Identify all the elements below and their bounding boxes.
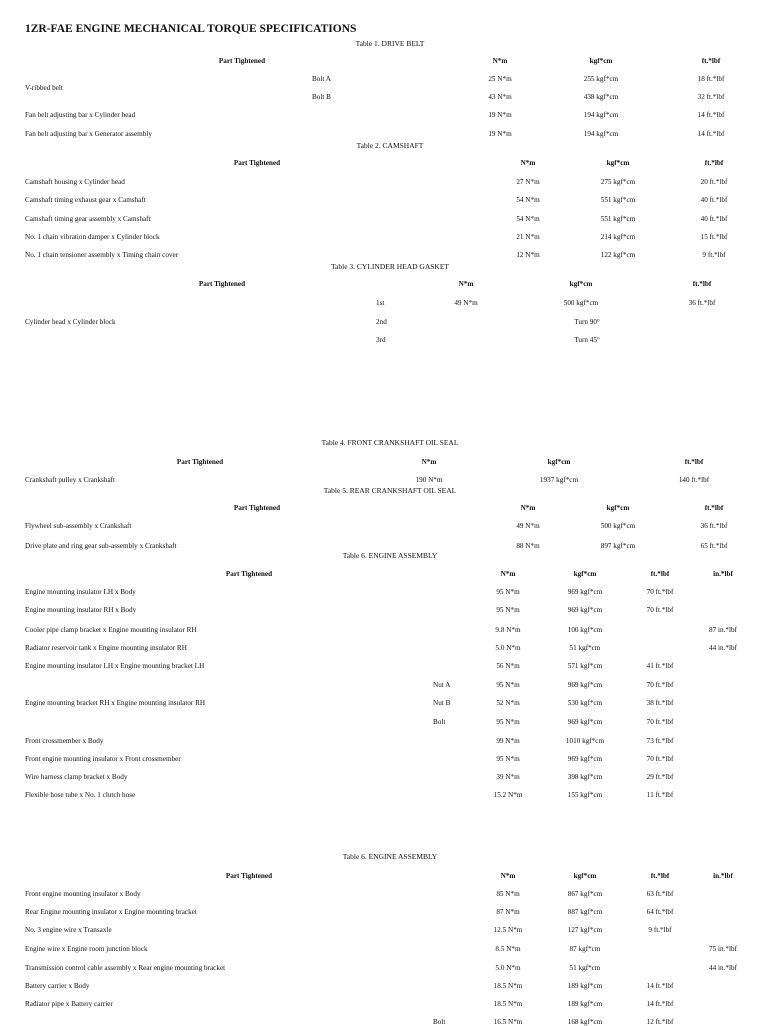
column-header: ft.*lbf bbox=[650, 872, 670, 880]
nm-cell: 49 N*m bbox=[516, 522, 540, 530]
part-cell: Transmission control cable assembly x Rear engine mounting bracket bbox=[25, 964, 226, 972]
sub-cell: Bolt A bbox=[312, 75, 331, 83]
inlbf-cell: 75 in.*lbf bbox=[709, 945, 737, 953]
ftlbf-cell: 70 ft.*lbf bbox=[646, 606, 674, 614]
kgf-cell: 1937 kgf*cm bbox=[539, 476, 579, 484]
column-header: ft.*lbf bbox=[704, 159, 724, 167]
ftlbf-cell: 14 ft.*lbf bbox=[646, 982, 674, 990]
column-header: N*m bbox=[492, 57, 508, 65]
table-caption: Table 6. ENGINE ASSEMBLY bbox=[342, 852, 438, 861]
ftlbf-cell: 140 ft.*lbf bbox=[678, 476, 710, 484]
kgf-cell: 500 kgf*cm bbox=[563, 299, 599, 307]
turn-cell: Turn 45° bbox=[574, 336, 600, 344]
part-cell: No. 1 chain vibration damper x Cylinder block bbox=[25, 233, 160, 241]
part-cell: Camshaft timing exhaust gear x Camshaft bbox=[25, 196, 146, 204]
column-header: N*m bbox=[421, 458, 437, 466]
part-cell: Cooler pipe clamp bracket x Engine mounting insulator RH bbox=[25, 626, 197, 634]
nm-cell: 190 N*m bbox=[415, 476, 443, 484]
table-caption: Table 2. CAMSHAFT bbox=[356, 141, 424, 150]
ftlbf-cell: 14 ft.*lbf bbox=[697, 111, 725, 119]
column-header: ft.*lbf bbox=[650, 570, 670, 578]
kgf-cell: 168 kgf*cm bbox=[567, 1018, 603, 1026]
part-cell: Wire harness clamp bracket x Body bbox=[25, 773, 128, 781]
kgf-cell: 969 kgf*cm bbox=[567, 588, 603, 596]
nm-cell: 5.0 N*m bbox=[495, 964, 521, 972]
part-cell: No. 3 engine wire x Transaxle bbox=[25, 926, 112, 934]
column-header: Part Tightened bbox=[225, 872, 273, 880]
sub-cell: Bolt bbox=[433, 718, 446, 726]
part-cell: V-ribbed belt bbox=[25, 84, 63, 92]
part-cell: Engine mounting insulator LH x Engine mounting bracket LH bbox=[25, 662, 205, 670]
ftlbf-cell: 11 ft.*lbf bbox=[646, 791, 674, 799]
part-cell: Flywheel sub-assembly x Crankshaft bbox=[25, 522, 132, 530]
nm-cell: 54 N*m bbox=[516, 196, 540, 204]
nm-cell: 95 N*m bbox=[496, 588, 520, 596]
ftlbf-cell: 14 ft.*lbf bbox=[646, 1000, 674, 1008]
part-cell: Cylinder head x Cylinder block bbox=[25, 318, 116, 326]
part-cell: No. 1 chain tensioner assembly x Timing chain cover bbox=[25, 251, 179, 259]
inlbf-cell: 87 in.*lbf bbox=[709, 626, 737, 634]
table-caption: Table 5. REAR CRANKSHAFT OIL SEAL bbox=[323, 486, 457, 495]
ftlbf-cell: 70 ft.*lbf bbox=[646, 588, 674, 596]
ftlbf-cell: 73 ft.*lbf bbox=[646, 737, 674, 745]
table-caption: Table 6. ENGINE ASSEMBLY bbox=[342, 551, 438, 560]
kgf-cell: 87 kgf*cm bbox=[569, 945, 601, 953]
nm-cell: 49 N*m bbox=[454, 299, 478, 307]
nm-cell: 19 N*m bbox=[488, 111, 512, 119]
ftlbf-cell: 40 ft.*lbf bbox=[700, 196, 728, 204]
column-header: kgf*cm bbox=[573, 570, 597, 578]
inlbf-cell: 44 in.*lbf bbox=[709, 964, 737, 972]
ftlbf-cell: 20 ft.*lbf bbox=[700, 178, 728, 186]
ftlbf-cell: 70 ft.*lbf bbox=[646, 755, 674, 763]
ftlbf-cell: 32 ft.*lbf bbox=[697, 93, 725, 101]
part-cell: Radiator reservoir tank x Engine mounting insulator RH bbox=[25, 644, 187, 652]
kgf-cell: 969 kgf*cm bbox=[567, 718, 603, 726]
kgf-cell: 51 kgf*cm bbox=[569, 964, 601, 972]
kgf-cell: 1010 kgf*cm bbox=[565, 737, 605, 745]
part-cell: Battery carrier x Body bbox=[25, 982, 90, 990]
column-header: ft.*lbf bbox=[684, 458, 704, 466]
table-caption: Table 4. FRONT CRANKSHAFT OIL SEAL bbox=[321, 438, 459, 447]
nm-cell: 19 N*m bbox=[488, 130, 512, 138]
column-header: in.*lbf bbox=[713, 872, 733, 880]
kgf-cell: 255 kgf*cm bbox=[583, 75, 619, 83]
column-header: kgf*cm bbox=[569, 280, 593, 288]
kgf-cell: 194 kgf*cm bbox=[583, 111, 619, 119]
nm-cell: 52 N*m bbox=[496, 699, 520, 707]
column-header: in.*lbf bbox=[713, 570, 733, 578]
ftlbf-cell: 29 ft.*lbf bbox=[646, 773, 674, 781]
part-cell: Engine mounting bracket RH x Engine mounting insulator RH bbox=[25, 699, 206, 707]
part-cell: Drive plate and ring gear sub-assembly x Crankshaft bbox=[25, 542, 177, 550]
column-header: N*m bbox=[520, 159, 536, 167]
part-cell: Front crossmember x Body bbox=[25, 737, 104, 745]
nm-cell: 85 N*m bbox=[496, 890, 520, 898]
kgf-cell: 189 kgf*cm bbox=[567, 982, 603, 990]
document-title: 1ZR-FAE ENGINE MECHANICAL TORQUE SPECIFICATIONS bbox=[25, 23, 357, 35]
nm-cell: 15.2 N*m bbox=[493, 791, 523, 799]
part-cell: Camshaft housing x Cylinder head bbox=[25, 178, 125, 186]
kgf-cell: 500 kgf*cm bbox=[600, 522, 636, 530]
table-caption: Table 1. DRIVE BELT bbox=[355, 39, 425, 48]
nm-cell: 95 N*m bbox=[496, 606, 520, 614]
ftlbf-cell: 38 ft.*lbf bbox=[646, 699, 674, 707]
ftlbf-cell: 41 ft.*lbf bbox=[646, 662, 674, 670]
nm-cell: 25 N*m bbox=[488, 75, 512, 83]
part-cell: Engine mounting insulator RH x Body bbox=[25, 606, 137, 614]
nm-cell: 54 N*m bbox=[516, 215, 540, 223]
nm-cell: 8.5 N*m bbox=[495, 945, 521, 953]
column-header: kgf*cm bbox=[606, 504, 630, 512]
column-header: kgf*cm bbox=[589, 57, 613, 65]
turn-cell: Turn 90° bbox=[574, 318, 600, 326]
ftlbf-cell: 40 ft.*lbf bbox=[700, 215, 728, 223]
nm-cell: 56 N*m bbox=[496, 662, 520, 670]
kgf-cell: 551 kgf*cm bbox=[600, 215, 636, 223]
inlbf-cell: 44 in.*lbf bbox=[709, 644, 737, 652]
nm-cell: 12.5 N*m bbox=[493, 926, 523, 934]
sub-cell: Bolt B bbox=[312, 93, 331, 101]
part-cell: Radiator pipe x Battery carrier bbox=[25, 1000, 113, 1008]
column-header: kgf*cm bbox=[547, 458, 571, 466]
part-cell: Fan belt adjusting bar x Cylinder head bbox=[25, 111, 136, 119]
kgf-cell: 194 kgf*cm bbox=[583, 130, 619, 138]
kgf-cell: 214 kgf*cm bbox=[600, 233, 636, 241]
ftlbf-cell: 64 ft.*lbf bbox=[646, 908, 674, 916]
part-cell: Rear Engine mounting insulator x Engine mounting bracket bbox=[25, 908, 197, 916]
column-header: N*m bbox=[500, 570, 516, 578]
column-header: Part Tightened bbox=[198, 280, 246, 288]
part-cell: Flexible hose tube x No. 1 clutch hose bbox=[25, 791, 136, 799]
column-header: N*m bbox=[520, 504, 536, 512]
nm-cell: 18.5 N*m bbox=[493, 982, 523, 990]
part-cell: Engine mounting insulator LH x Body bbox=[25, 588, 136, 596]
step-cell: 3rd bbox=[376, 336, 386, 344]
kgf-cell: 438 kgf*cm bbox=[583, 93, 619, 101]
nm-cell: 95 N*m bbox=[496, 718, 520, 726]
column-header: ft.*lbf bbox=[701, 57, 721, 65]
nm-cell: 18.5 N*m bbox=[493, 1000, 523, 1008]
nm-cell: 43 N*m bbox=[488, 93, 512, 101]
kgf-cell: 51 kgf*cm bbox=[569, 644, 601, 652]
part-cell: Fan belt adjusting bar x Generator assembly bbox=[25, 130, 152, 138]
column-header: kgf*cm bbox=[573, 872, 597, 880]
nm-cell: 39 N*m bbox=[496, 773, 520, 781]
part-cell: Crankshaft pulley x Crankshaft bbox=[25, 476, 116, 484]
ftlbf-cell: 36 ft.*lbf bbox=[700, 522, 728, 530]
nm-cell: 87 N*m bbox=[496, 908, 520, 916]
column-header: ft.*lbf bbox=[692, 280, 712, 288]
column-header: Part Tightened bbox=[218, 57, 266, 65]
step-cell: 2nd bbox=[376, 318, 387, 326]
ftlbf-cell: 65 ft.*lbf bbox=[700, 542, 728, 550]
sub-cell: Nut A bbox=[433, 681, 451, 689]
nm-cell: 95 N*m bbox=[496, 755, 520, 763]
nm-cell: 99 N*m bbox=[496, 737, 520, 745]
nm-cell: 21 N*m bbox=[516, 233, 540, 241]
nm-cell: 5.0 N*m bbox=[495, 644, 521, 652]
ftlbf-cell: 36 ft.*lbf bbox=[688, 299, 716, 307]
part-cell: Front engine mounting insulator x Front crossmember bbox=[25, 755, 181, 763]
kgf-cell: 189 kgf*cm bbox=[567, 1000, 603, 1008]
sub-cell: Nut B bbox=[433, 699, 451, 707]
nm-cell: 27 N*m bbox=[516, 178, 540, 186]
column-header: ft.*lbf bbox=[704, 504, 724, 512]
ftlbf-cell: 12 ft.*lbf bbox=[646, 1018, 674, 1026]
ftlbf-cell: 18 ft.*lbf bbox=[697, 75, 725, 83]
part-cell: Engine wire x Engine room junction block bbox=[25, 945, 148, 953]
step-cell: 1st bbox=[376, 299, 385, 307]
kgf-cell: 530 kgf*cm bbox=[567, 699, 603, 707]
column-header: Part Tightened bbox=[225, 570, 273, 578]
ftlbf-cell: 9 ft.*lbf bbox=[702, 251, 726, 259]
kgf-cell: 969 kgf*cm bbox=[567, 755, 603, 763]
column-header: Part Tightened bbox=[233, 159, 281, 167]
nm-cell: 16.5 N*m bbox=[493, 1018, 523, 1026]
kgf-cell: 887 kgf*cm bbox=[567, 908, 603, 916]
column-header: Part Tightened bbox=[176, 458, 224, 466]
kgf-cell: 969 kgf*cm bbox=[567, 606, 603, 614]
ftlbf-cell: 70 ft.*lbf bbox=[646, 718, 674, 726]
kgf-cell: 571 kgf*cm bbox=[567, 662, 603, 670]
part-cell: Front engine mounting insulator x Body bbox=[25, 890, 141, 898]
kgf-cell: 969 kgf*cm bbox=[567, 681, 603, 689]
kgf-cell: 155 kgf*cm bbox=[567, 791, 603, 799]
ftlbf-cell: 15 ft.*lbf bbox=[700, 233, 728, 241]
ftlbf-cell: 9 ft.*lbf bbox=[648, 926, 672, 934]
nm-cell: 12 N*m bbox=[516, 251, 540, 259]
ftlbf-cell: 14 ft.*lbf bbox=[697, 130, 725, 138]
table-caption: Table 3. CYLINDER HEAD GASKET bbox=[330, 262, 449, 271]
sub-cell: Bolt bbox=[433, 1018, 446, 1026]
kgf-cell: 551 kgf*cm bbox=[600, 196, 636, 204]
kgf-cell: 100 kgf*cm bbox=[567, 626, 603, 634]
kgf-cell: 122 kgf*cm bbox=[600, 251, 636, 259]
column-header: N*m bbox=[500, 872, 516, 880]
part-cell: Camshaft timing gear assembly x Camshaft bbox=[25, 215, 151, 223]
nm-cell: 95 N*m bbox=[496, 681, 520, 689]
column-header: Part Tightened bbox=[233, 504, 281, 512]
kgf-cell: 127 kgf*cm bbox=[567, 926, 603, 934]
kgf-cell: 398 kgf*cm bbox=[567, 773, 603, 781]
nm-cell: 88 N*m bbox=[516, 542, 540, 550]
kgf-cell: 275 kgf*cm bbox=[600, 178, 636, 186]
kgf-cell: 867 kgf*cm bbox=[567, 890, 603, 898]
column-header: N*m bbox=[458, 280, 474, 288]
ftlbf-cell: 63 ft.*lbf bbox=[646, 890, 674, 898]
column-header: kgf*cm bbox=[606, 159, 630, 167]
ftlbf-cell: 70 ft.*lbf bbox=[646, 681, 674, 689]
kgf-cell: 897 kgf*cm bbox=[600, 542, 636, 550]
nm-cell: 9.8 N*m bbox=[495, 626, 521, 634]
